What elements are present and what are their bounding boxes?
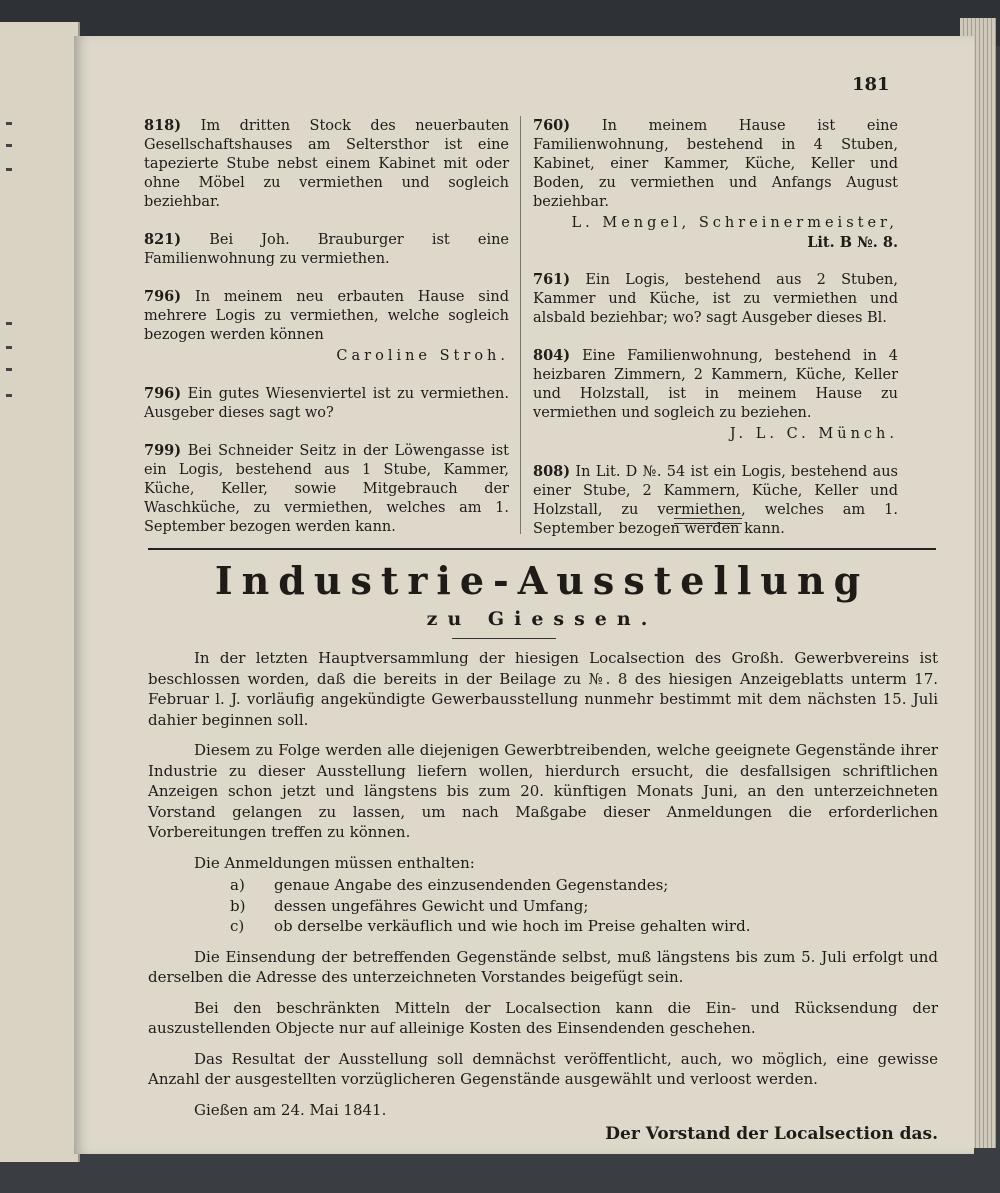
requirements-list	[148, 875, 938, 937]
ad-number: 796)	[144, 288, 182, 305]
ad-text: Bei Joh. Brauburger ist eine Familienwohnung zu vermiethen.	[144, 232, 509, 267]
place-date: Gießen am 24. Mai 1841.	[194, 1100, 387, 1119]
paragraph: Das Resultat der Ausstellung soll demnächst veröffentlicht, auch, wo möglich, eine gewisse Anzahl der ausgestellten vorzüglicheren Gegenstände ausgewählt und verloost werden.	[148, 1049, 938, 1088]
list-text: dessen ungefähres Gewicht und Umfang;	[274, 896, 589, 915]
paragraph: Die Einsendung der betreffenden Gegenstände selbst, muß längstens bis zum 5. Juli erfolgt und derselben die Adresse des unterzeichneten Vorstandes beigefügt sein.	[148, 947, 938, 986]
left-ad-column	[144, 116, 509, 555]
ad-number: 818)	[144, 117, 182, 134]
closing-signature: Der Vorstand der Localsection das.	[605, 1124, 938, 1144]
ad-text: Im dritten Stock des neuerbauten Gesellschaftshauses am Seltersthor ist eine tapezierte Stube nebst einem Kabinet mit oder ohne Möbel zu vermiethen und sogleich beziehbar.	[144, 118, 510, 210]
classified-ad	[533, 116, 898, 252]
headline-rule	[452, 638, 556, 639]
ad-number: 760)	[533, 117, 571, 134]
ad-number: 808)	[533, 463, 571, 480]
section-rule	[148, 548, 936, 550]
facing-page-mark	[6, 122, 12, 125]
list-letter: a)	[230, 876, 245, 894]
ad-text: Ein Logis, bestehend aus 2 Stuben, Kammer und Küche, ist zu vermiethen und alsbald beziehbar; wo? sagt Ausgeber dieses Bl.	[533, 272, 899, 326]
classified-ad	[144, 384, 509, 423]
classified-ad	[144, 441, 509, 537]
list-text: ob derselbe verkäuflich und wie hoch im Preise gehalten wird.	[274, 917, 751, 935]
classified-ad	[144, 116, 509, 212]
list-item	[230, 896, 938, 917]
ad-signature: J. L. C. Münch.	[729, 426, 898, 442]
classified-ad	[533, 462, 898, 539]
list-item	[230, 875, 938, 896]
facing-page-mark	[6, 346, 12, 349]
ad-text: In Lit. D №. 54 ist ein Logis, bestehend aus einer Stube, 2 Kammern, Küche, Keller und Holzstall, zu vermiethen, welches am 1. September bezogen werden kann.	[533, 464, 898, 537]
ad-signature: L. Mengel, Schreinermeister,	[571, 215, 898, 231]
ad-text: Ein gutes Wiesenviertel ist zu vermiethen. Ausgeber dieses sagt wo?	[144, 386, 509, 421]
list-letter: c)	[230, 917, 245, 935]
facing-page-edge	[0, 22, 80, 1162]
double-rule	[674, 518, 742, 524]
right-ad-column	[533, 116, 898, 557]
ad-text: In meinem Hause ist eine Familienwohnung, bestehend in 4 Stuben, Kabinet, einer Kammer, Küche, Keller und Boden, zu vermiethen und Anfangs August beziehbar.	[533, 118, 899, 210]
classified-ad	[533, 270, 898, 328]
ad-number: 821)	[144, 231, 182, 248]
paragraph: Diesem zu Folge werden alle diejenigen Gewerbtreibenden, welche geeignete Gegenstände ihrer Industrie zu dieser Ausstellung liefern wollen, hierdurch ersucht, die desfallsigen schriftlichen Anzeigen schon jetzt und längstens bis zum 20. künftigen Monats Juni, an den unterzeichneten Vorstand gelangen zu lassen, um nach Maßgabe dieser Anmeldungen die erforderlichen Vorbereitungen treffen zu können.	[148, 741, 938, 841]
ad-address: Lit. B №. 8.	[807, 234, 898, 251]
document-page	[74, 36, 974, 1154]
facing-page-mark	[6, 168, 12, 171]
paragraph: In der letzten Hauptversammlung der hiesigen Localsection des Großh. Gewerbvereins ist beschlossen worden, daß die bereits in der Beilage zu №. 8 des hiesigen Anzeigeblatts unterm 17. Februar l. J. vorläufig angekündigte Gewerbausstellung nunmehr bestimmt mit dem nächsten 15. Juli dahier beginnen soll.	[148, 649, 938, 729]
facing-page-mark	[6, 368, 12, 371]
ad-number: 761)	[533, 271, 571, 288]
ad-text: Eine Familienwohnung, bestehend in 4 heizbaren Zimmern, 2 Kammern, Küche, Keller und Holzstall, ist in meinem Hause zu vermiethen und sogleich zu beziehen.	[533, 348, 898, 421]
facing-page-mark	[6, 322, 12, 325]
ad-number: 796)	[144, 385, 182, 402]
classified-ad	[144, 230, 509, 269]
paragraph: Bei den beschränkten Mitteln der Localsection kann die Ein- und Rücksendung der auszustellenden Objecte nur auf alleinige Kosten des Einsendenden geschehen.	[148, 998, 938, 1037]
list-text: genaue Angabe des einzusendenden Gegenstandes;	[274, 876, 669, 894]
headline: Industrie-Ausstellung	[214, 558, 870, 603]
paragraph: Die Anmeldungen müssen enthalten:	[194, 853, 475, 872]
ad-number: 799)	[144, 442, 182, 459]
facing-page-mark	[6, 394, 12, 397]
ad-signature: Caroline Stroh.	[336, 348, 509, 364]
classified-ad	[144, 287, 509, 366]
column-divider	[520, 116, 521, 534]
classified-ad	[533, 346, 898, 444]
list-letter: b)	[230, 896, 246, 915]
page-number: 181	[852, 74, 890, 95]
subheadline: zu Giessen.	[426, 608, 658, 630]
ad-number: 804)	[533, 347, 571, 364]
facing-page-mark	[6, 144, 12, 147]
ad-text: Bei Schneider Seitz in der Löwengasse ist ein Logis, bestehend aus 1 Stube, Kammer, Küche, Keller, sowie Mitgebrauch der Waschküche, zu vermiethen, welches am 1. September bezogen werden kann.	[144, 443, 510, 535]
ad-text: In meinem neu erbauten Hause sind mehrere Logis zu vermiethen, welche sogleich bezogen werden können	[144, 289, 509, 343]
list-item	[230, 916, 938, 937]
announcement-body	[148, 648, 938, 1145]
